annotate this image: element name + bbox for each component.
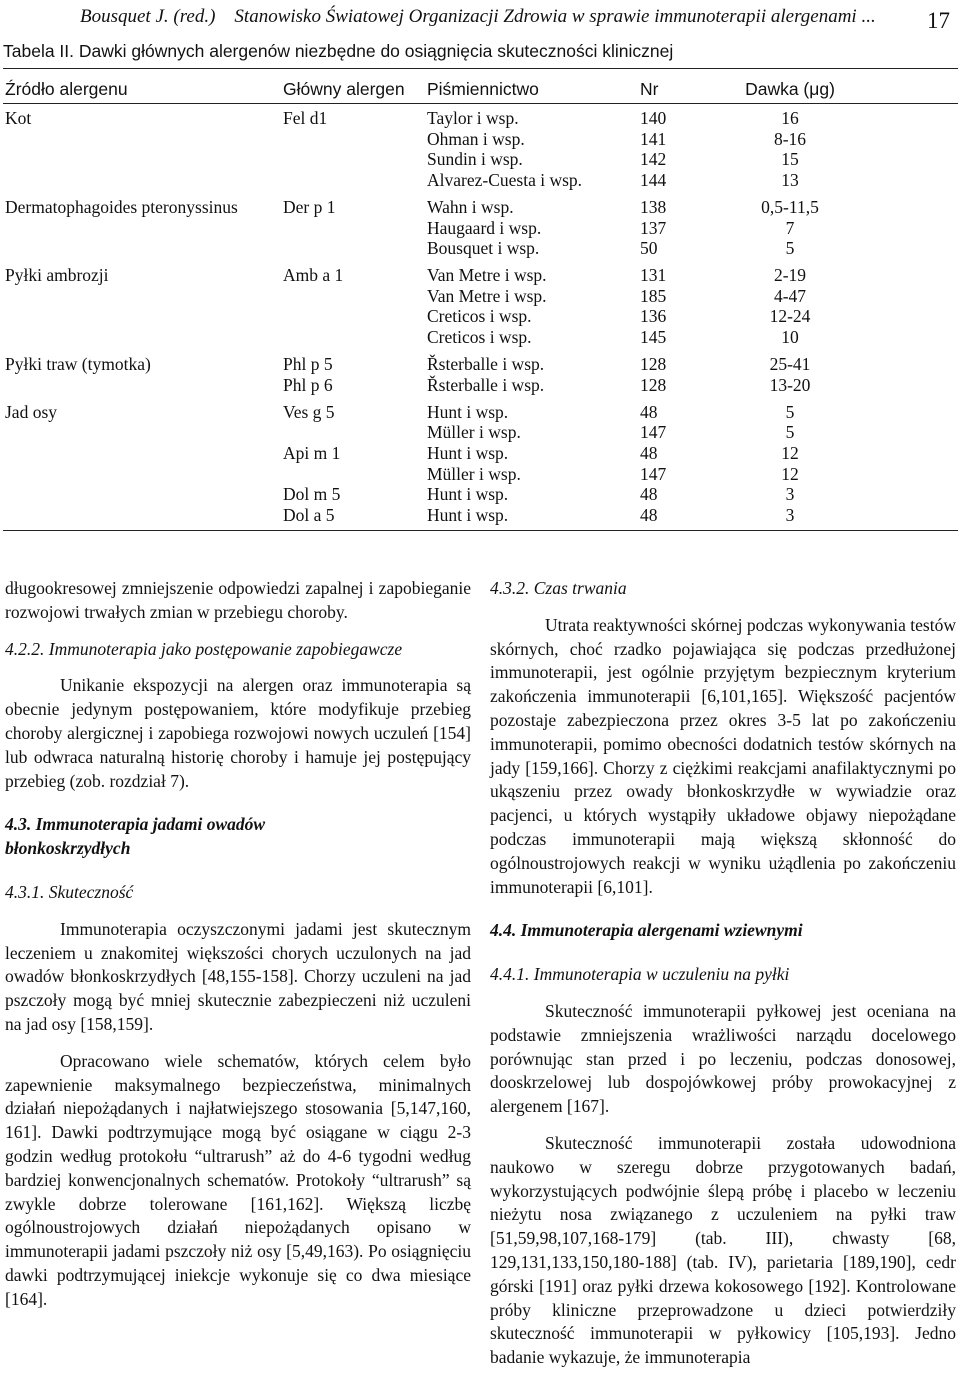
col-header-allergen: Główny alergen — [283, 79, 405, 99]
table-row — [0, 108, 960, 129]
cell-reference: Hunt i wsp. — [427, 401, 509, 422]
paragraph: Opracowano wiele schematów, których celem było zapewnienie maksymalnego bezpieczeństwa, minimalnych działań niepożądanych i najłatwiejszego stosowania [5,147,160, 161]. Dawki podtrzymujące mogą być osiągane w ciągu 2-3 godzin według protokołu “ultrarush” aż do 4-6 tygodni według bardziej konwencjonalnych schematów. Protokoły “ultrarush” są zwykle dobrze tolerowane [161,162]. Większą liczbę ogólnoustrojowych działań niepożądanych opisano w immunoterapii jadami pszczoły niż osy [5,49,163). Po osiągnięciu dawki podtrzymującej iniekcje wykonuje się co dwa miesiące [164]. — [5, 1050, 471, 1309]
cell-reference: Creticos i wsp. — [427, 327, 532, 347]
cell-nr: 50 — [640, 238, 658, 259]
table-row — [0, 170, 960, 191]
col-header-dose: Dawka (μg) — [745, 79, 835, 99]
cell-allergen: Ves g 5 — [283, 401, 335, 422]
cell-reference: Alvarez-Cuesta i wsp. — [427, 169, 583, 190]
table-row — [0, 265, 960, 286]
table-row — [0, 505, 960, 526]
cell-nr: 140 — [640, 108, 667, 128]
section-heading-4-3-1: 4.3.1. Skuteczność — [5, 881, 134, 902]
cell-nr: 128 — [640, 374, 667, 395]
cell-dose: 5 — [785, 401, 795, 422]
cell-dose: 4-47 — [773, 285, 807, 306]
table-row — [0, 238, 960, 259]
cell-reference: Bousquet i wsp. — [427, 238, 540, 259]
paragraph: Skuteczność immunoterapii została udowodniona naukowo w szeregu dobrze przygotowanych badań, wykorzystujących podwójnie ślepą próbę i placebo w leczeniu nieżytu nosa związanego z uczuleniem na pyłki traw [51,59,98,107,168-179] (tab. III), chwasty [68, 129,131,133,150,180-188] (tab. IV), parietaria [189,190], cedr górski [191] oraz pyłki drzewa kokosowego [192]. Kontrolowane próby kliniczne przeprowadzone u dzieci potwierdziły skuteczność immunoterapii w pyłkowicy [105,193]. Jedno badanie wykazuje, że immunoterapia — [490, 1132, 956, 1368]
cell-dose: 12-24 — [769, 306, 811, 327]
cell-nr: 48 — [640, 401, 658, 422]
cell-dose: 13-20 — [769, 374, 811, 395]
cell-allergen: Dol a 5 — [283, 504, 335, 525]
col-header-nr: Nr — [640, 79, 659, 99]
cell-reference: Ohman i wsp. — [427, 128, 525, 149]
table-rule-bottom — [3, 530, 958, 531]
cell-nr: 142 — [640, 149, 667, 170]
table-row — [0, 218, 960, 239]
table-caption: Tabela II. Dawki głównych alergenów niezbędne do osiągnięcia skuteczności klinicznej — [3, 41, 674, 61]
cell-nr: 48 — [640, 443, 658, 463]
cell-nr: 131 — [640, 265, 667, 286]
cell-reference: Řsterballe i wsp. — [427, 374, 545, 395]
cell-dose: 15 — [781, 149, 799, 170]
table-row — [0, 375, 960, 396]
cell-dose: 25-41 — [769, 354, 811, 375]
section-heading-4-3-2: 4.3.2. Czas trwania — [490, 578, 627, 598]
cell-nr: 141 — [640, 128, 667, 149]
cell-reference: Müller i wsp. — [427, 422, 521, 443]
cell-source: Kot — [5, 108, 32, 128]
cell-dose: 16 — [781, 108, 799, 128]
cell-nr: 136 — [640, 306, 667, 327]
cell-reference: Řsterballe i wsp. — [427, 354, 545, 375]
cell-nr: 48 — [640, 504, 658, 525]
cell-dose: 5 — [785, 238, 795, 259]
cell-reference: Müller i wsp. — [427, 463, 521, 484]
paragraph: Skuteczność immunoterapii pyłkowej jest oceniana na podstawie zmniejszenia wrażliwości narządu docelowego porównując stan przed i po leczeniu, podczas donosowej, dooskrzelowej lub dospojówkowej próby prowokacyjnej z alergenem [167]. — [490, 1000, 956, 1117]
paragraph: Utrata reaktywności skórnej podczas wykonywania testów skórnych, choć rzadko pojawiająca się podczas przedłużonej immunoterapii, jest ogólnie przyjętym bezpiecznym kryterium zakończenia immunoterapii [6,101,165]. Większość pacjentów pozostaje zabezpieczona przez okres 3-5 lat po zakończeniu immunoterapii, pomimo obecności dodatnich testów skórnych na jady [159,166]. Chorzy z ciężkimi reakcjami anafilaktycznymi po ukąszeniu przez owady błonkoskrzydłe w wywiadzie oraz pacjenci, u których wystąpiły układowe objawy niepożądane podczas immunoterapii mają większą skłonność do ogólnoustrojowych reakcji w wyniku użądlenia po zakończeniu immunoterapii [6,101]. — [490, 614, 956, 897]
paragraph: Unikanie ekspozycji na alergen oraz immunoterapia są obecnie jedynym postępowaniem, które modyfikuje przebieg choroby alergicznej i zapobiega rozwojowi nowych uczuleń [154] lub odwraca naturalną historię choroby i hamuje jej postępujący przebieg (zob. rozdział 7). — [5, 675, 471, 791]
cell-reference: Haugaard i wsp. — [427, 217, 542, 238]
col-header-references: Piśmiennictwo — [427, 79, 539, 99]
table-row — [0, 149, 960, 170]
cell-source: Pyłki ambrozji — [5, 265, 109, 286]
table-row — [0, 197, 960, 218]
cell-reference: Van Metre i wsp. — [427, 285, 547, 306]
page-header — [80, 6, 950, 32]
cell-dose: 3 — [785, 504, 795, 525]
cell-reference: Taylor i wsp. — [427, 108, 519, 128]
cell-reference: Hunt i wsp. — [427, 504, 509, 525]
table-row — [0, 129, 960, 150]
cell-dose: 12 — [781, 443, 799, 463]
cell-dose: 8-16 — [773, 128, 807, 149]
cell-allergen: Der p 1 — [283, 196, 336, 217]
cell-nr: 138 — [640, 196, 667, 217]
table-row — [0, 327, 960, 348]
cell-nr: 147 — [640, 422, 667, 443]
cell-allergen: Phl p 6 — [283, 374, 333, 395]
cell-nr: 144 — [640, 169, 667, 190]
section-heading-4-2-2: 4.2.2. Immunoterapia jako postępowanie zapobiegawcze — [5, 638, 403, 659]
paragraph: długookresowej zmniejszenie odpowiedzi zapalnej i zapobieganie rozwojowi trwałych zmian w przebiegu choroby. — [5, 578, 471, 622]
cell-allergen: Api m 1 — [283, 443, 341, 463]
table-header — [0, 79, 960, 101]
cell-nr: 145 — [640, 327, 667, 347]
cell-dose: 2-19 — [773, 265, 807, 286]
table-rule-top — [3, 68, 958, 69]
cell-allergen: Dol m 5 — [283, 484, 341, 505]
cell-nr: 147 — [640, 463, 667, 484]
cell-reference: Sundin i wsp. — [427, 149, 523, 170]
table-rule-header — [3, 103, 958, 104]
table-row — [0, 443, 960, 464]
cell-source: Pyłki traw (tymotka) — [5, 354, 151, 375]
cell-source: Jad osy — [5, 401, 58, 422]
cell-dose: 5 — [785, 422, 795, 443]
paragraph: Immunoterapia oczyszczonymi jadami jest skutecznym leczeniem u znakomitej większości chorych uczulonych na jad owadów błonkoskrzydłych [48,155-158]. Chorzy uczuleni na jad pszczoły mogą być mniej skutecznie zabezpieczeni niż uczuleni na jad osy [158,159]. — [5, 918, 471, 1034]
cell-dose: 10 — [781, 327, 799, 347]
table-row — [0, 422, 960, 443]
table-row — [0, 286, 960, 307]
cell-allergen: Amb a 1 — [283, 265, 344, 286]
cell-reference: Creticos i wsp. — [427, 306, 532, 327]
running-title: Bousquet J. (red.) Stanowisko Światowej Organizacji Zdrowia w sprawie immunoterapii alergenami ... — [80, 6, 876, 27]
cell-dose: 0,5-11,5 — [761, 196, 819, 217]
right-column — [490, 577, 956, 1370]
left-column — [5, 577, 471, 1312]
cell-dose: 3 — [785, 484, 795, 505]
cell-allergen: Phl p 5 — [283, 354, 333, 375]
col-header-source: Źródło alergenu — [5, 79, 128, 99]
section-heading-4-3: 4.3. Immunoterapia jadami owadów błonkoskrzydłych — [5, 814, 266, 859]
cell-reference: Wahn i wsp. — [427, 196, 514, 217]
table-row — [0, 464, 960, 485]
cell-dose: 12 — [781, 463, 799, 484]
page-number: 17 — [927, 8, 950, 33]
cell-source: Dermatophagoides pteronyssinus — [5, 196, 238, 217]
section-heading-4-4-1: 4.4.1. Immunoterapia w uczuleniu na pyłki — [490, 964, 790, 985]
cell-dose: 7 — [785, 217, 795, 238]
cell-nr: 48 — [640, 484, 658, 505]
cell-reference: Van Metre i wsp. — [427, 265, 547, 286]
cell-nr: 185 — [640, 285, 667, 306]
section-heading-4-4: 4.4. Immunoterapia alergenami wziewnymi — [490, 920, 803, 941]
table-row — [0, 354, 960, 375]
cell-nr: 137 — [640, 217, 667, 238]
table-row — [0, 484, 960, 505]
cell-reference: Hunt i wsp. — [427, 484, 509, 505]
cell-reference: Hunt i wsp. — [427, 443, 509, 463]
table-row — [0, 306, 960, 327]
cell-allergen: Fel d1 — [283, 108, 328, 128]
table-row — [0, 402, 960, 423]
cell-nr: 128 — [640, 354, 667, 375]
cell-dose: 13 — [781, 169, 799, 190]
